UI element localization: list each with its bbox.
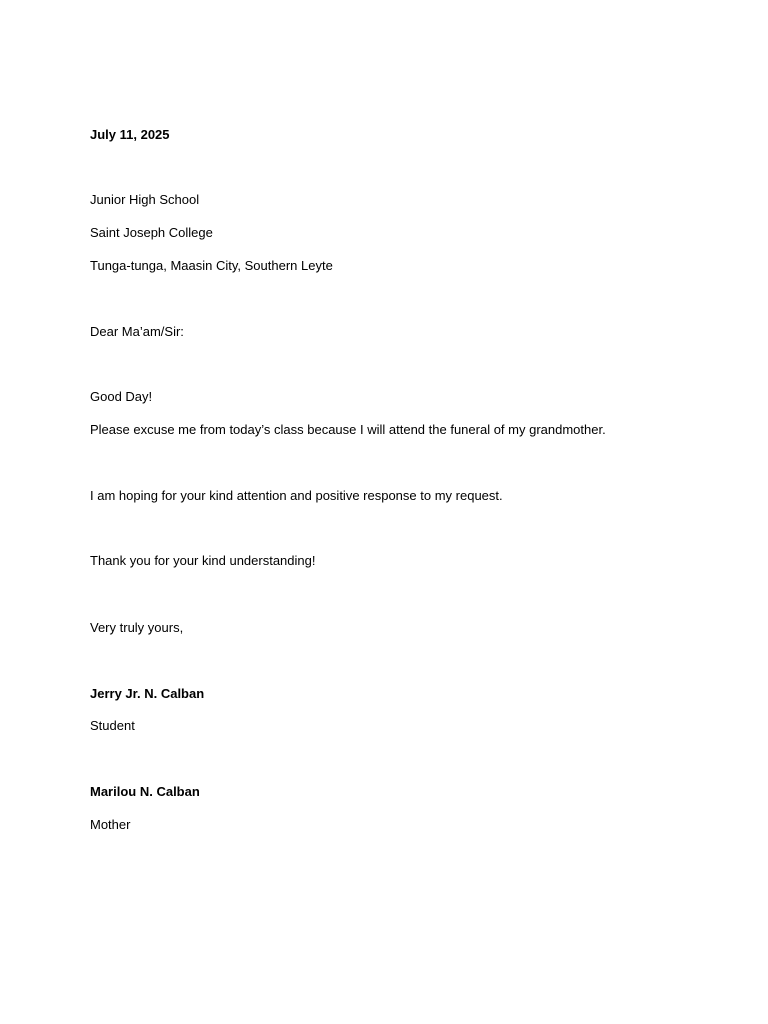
greeting: Good Day! [90, 389, 153, 404]
body-paragraph-3: Thank you for your kind understanding! [90, 553, 316, 568]
signatory-name-1: Jerry Jr. N. Calban [90, 686, 205, 701]
salutation: Dear Ma’am/Sir: [90, 324, 184, 339]
recipient-line-1: Junior High School [90, 192, 200, 207]
recipient-line-2: Saint Joseph College [90, 225, 213, 240]
body-paragraph-1: Please excuse me from today’s class because I will attend the funeral of my grandmother. [90, 422, 606, 437]
letter-date: July 11, 2025 [90, 127, 170, 142]
signatory-role-1: Student [90, 718, 135, 733]
signatory-name-2: Marilou N. Calban [90, 784, 200, 799]
body-paragraph-2: I am hoping for your kind attention and positive response to my request. [90, 488, 503, 503]
recipient-line-3: Tunga-tunga, Maasin City, Southern Leyte [90, 258, 333, 273]
closing: Very truly yours, [90, 620, 184, 635]
signatory-role-2: Mother [90, 817, 131, 832]
